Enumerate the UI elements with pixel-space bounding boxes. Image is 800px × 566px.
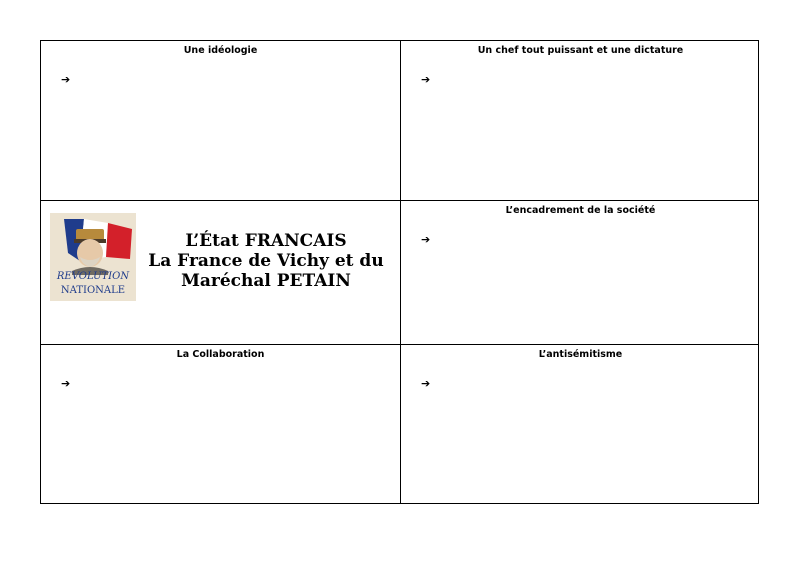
cell-encadrement[interactable] xyxy=(401,201,760,344)
arrow-icon: ➔ xyxy=(421,73,431,86)
cell-center-title xyxy=(41,201,400,344)
title-line-1: L’État FRANCAIS xyxy=(185,231,347,251)
cell-title-encadrement: L’encadrement de la société xyxy=(505,205,656,216)
cell-title-antisemitisme: L’antisémitisme xyxy=(538,349,623,360)
cell-chef[interactable] xyxy=(401,41,760,200)
poster-caption-line2: NATIONALE xyxy=(60,285,126,296)
cell-antisemitisme[interactable] xyxy=(401,345,760,503)
poster-caption-line1: REVOLUTION xyxy=(56,271,130,282)
cell-title-chef: Un chef tout puissant et une dictature xyxy=(477,45,684,56)
arrow-icon: ➔ xyxy=(421,233,431,246)
petain-poster-image xyxy=(50,213,136,301)
cell-title-collaboration: La Collaboration xyxy=(176,349,265,360)
page-title xyxy=(141,231,391,291)
cell-collaboration[interactable] xyxy=(41,345,400,503)
arrow-icon: ➔ xyxy=(421,377,431,390)
arrow-icon: ➔ xyxy=(61,377,71,390)
cell-title-ideologie: Une idéologie xyxy=(183,45,258,56)
arrow-icon: ➔ xyxy=(61,73,71,86)
cell-ideologie[interactable] xyxy=(41,41,400,200)
worksheet-grid xyxy=(40,40,759,504)
title-line-3: Maréchal PETAIN xyxy=(181,271,351,291)
title-line-2: La France de Vichy et du xyxy=(148,251,384,271)
